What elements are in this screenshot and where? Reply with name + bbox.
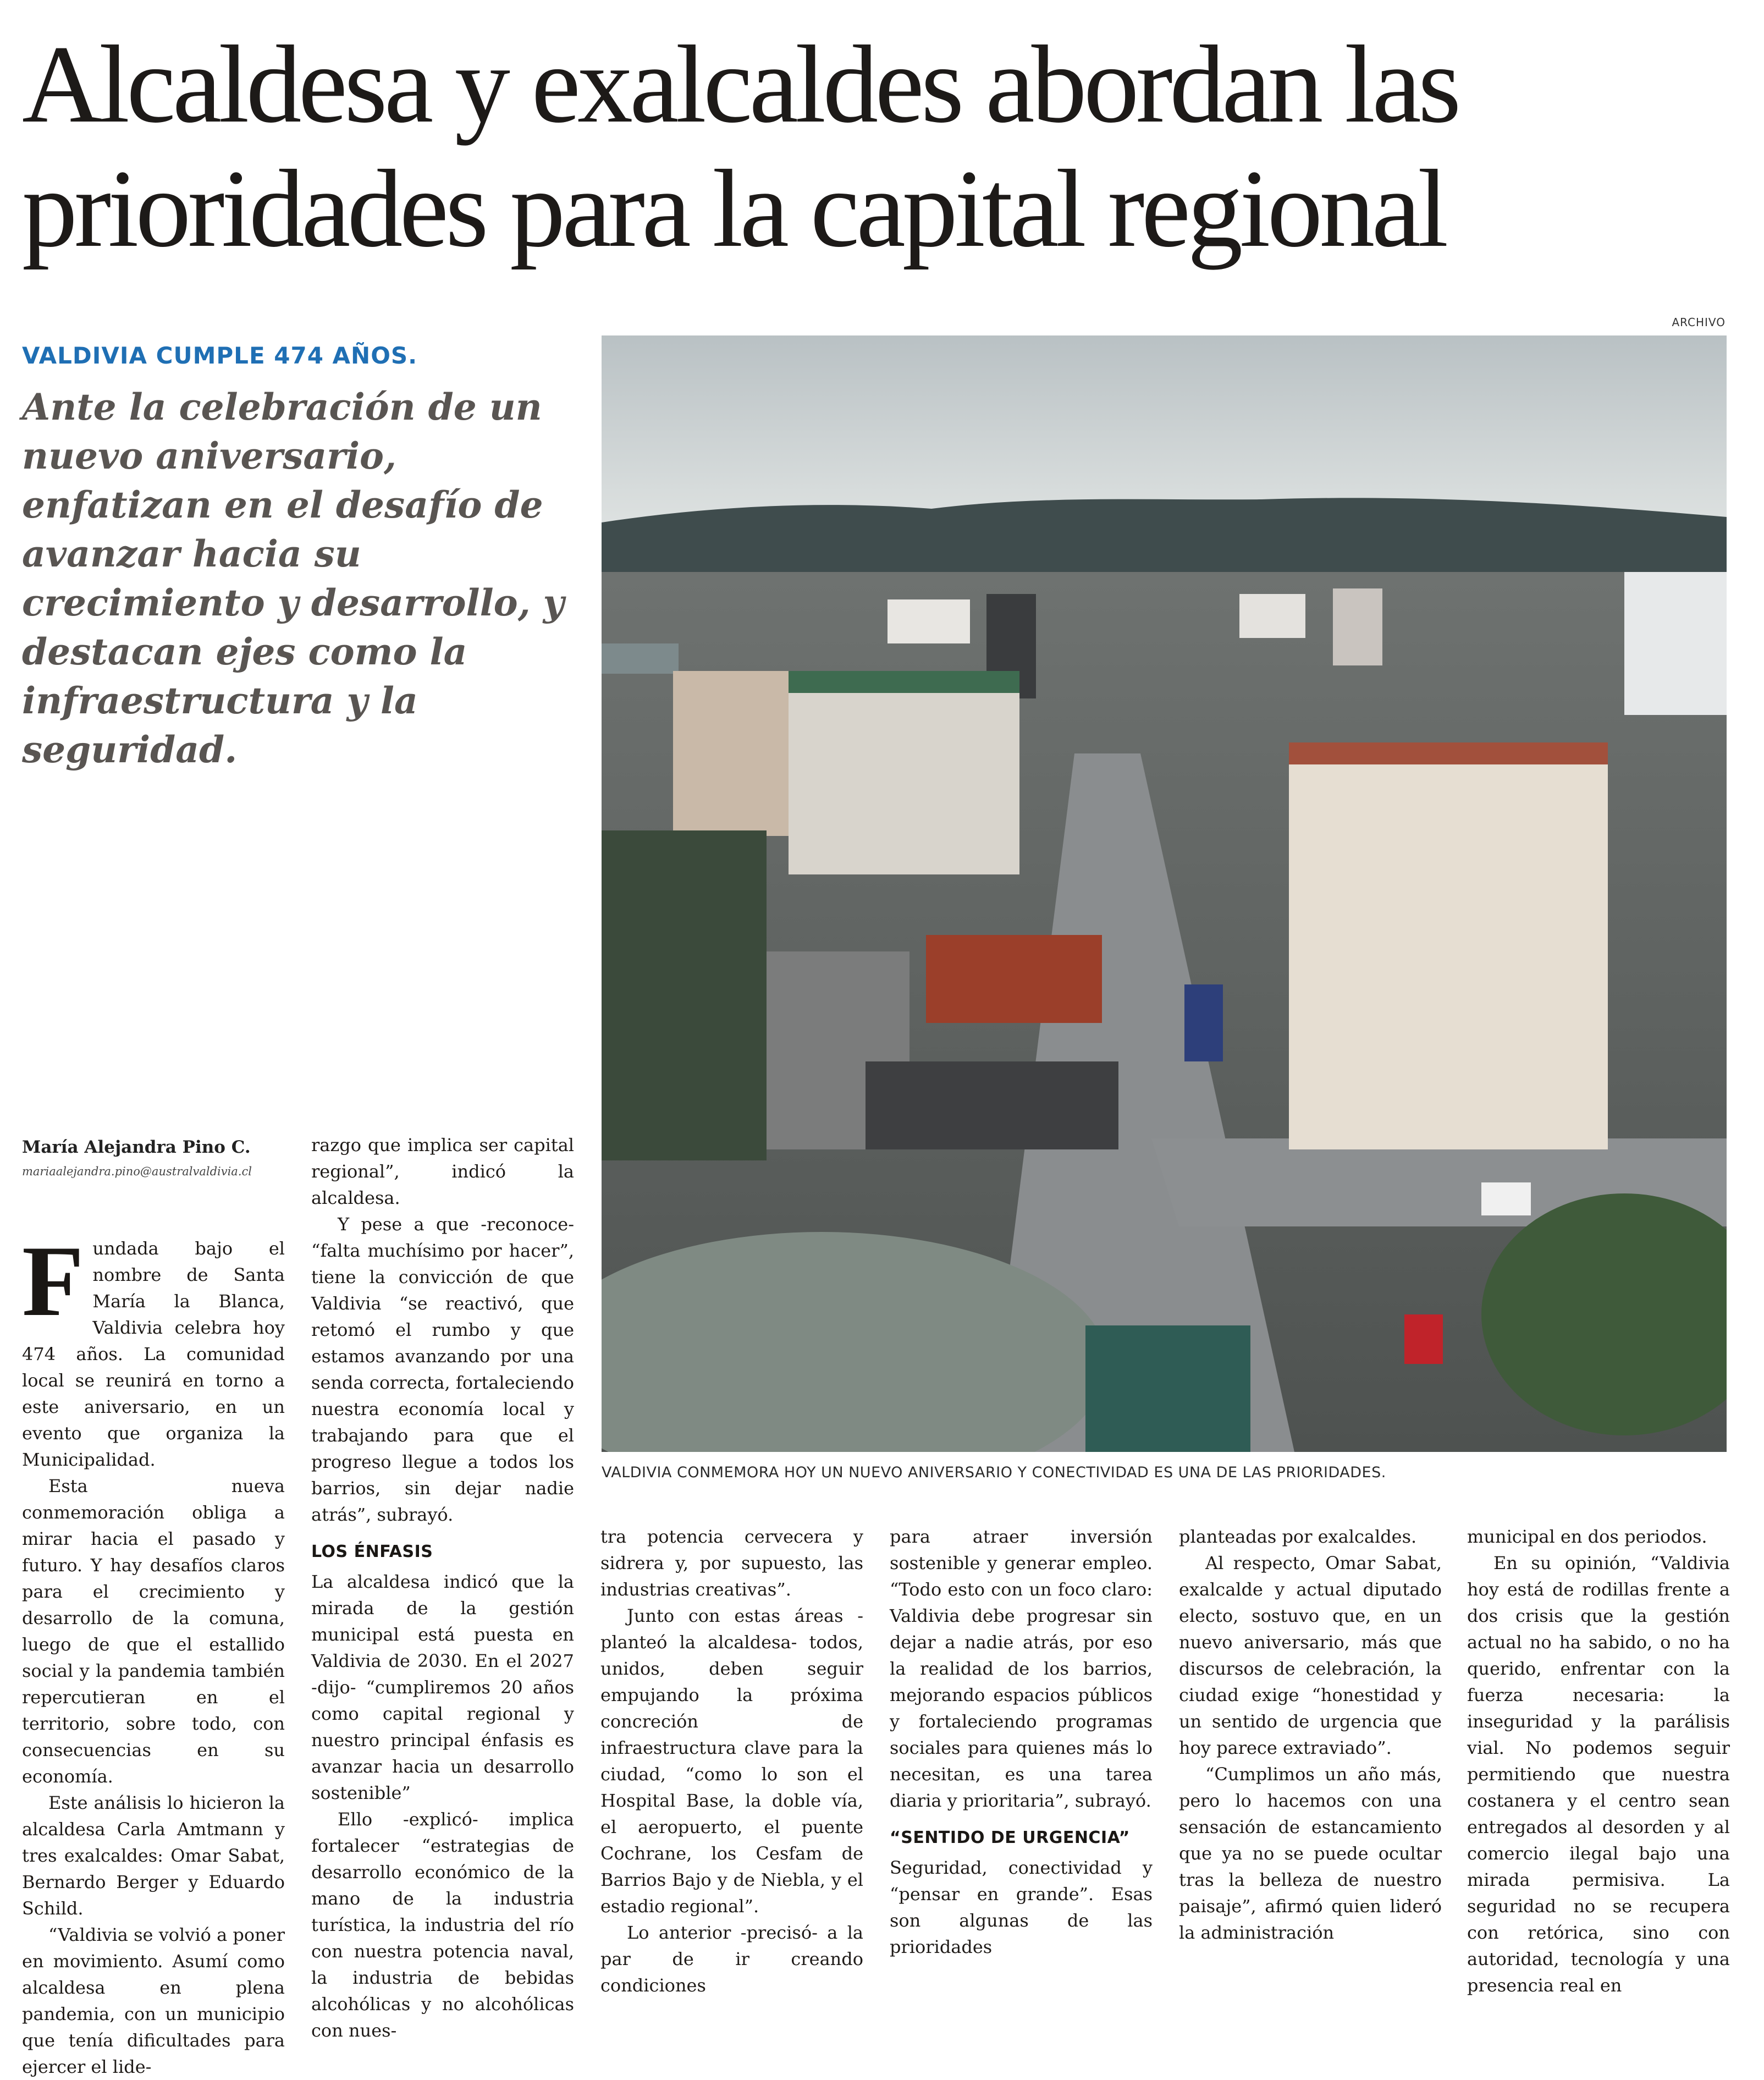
photo-credit: ARCHIVO: [1672, 316, 1726, 329]
article-column-4: [890, 1523, 1153, 1960]
blue-bus: [1184, 984, 1223, 1061]
dark-house: [866, 1061, 1118, 1149]
paragraph: planteadas por exalcaldes.: [1179, 1526, 1417, 1547]
white-van: [1481, 1182, 1531, 1215]
article-column-5: [1179, 1523, 1442, 1946]
paragraph: razgo que implica ser capital regional”, indicó la alcaldesa.: [311, 1135, 574, 1208]
red-car: [1404, 1314, 1443, 1364]
tree-cluster-left: [602, 830, 767, 1160]
lede: Ante la celebración de un nuevo aniversario, enfatizan en el desafío de avanzar hacia su crecimiento y desarrollo, y destacan ejes como la infraestructura y la seguridad.: [22, 386, 565, 771]
paragraph: Seguridad, conectividad y “pensar en grande”. Esas son algunas de las prioridades: [890, 1857, 1153, 1957]
paragraph: para atraer inversión sostenible y generar empleo. “Todo esto con un foco claro: Valdivia debe progresar sin dejar a nadie atrás, por eso la realidad de los barrios, mejorando espacios públicos y fortaleciendo programas sociales para quienes más lo necesitan, es una tarea diaria y prioritaria”, subrayó.: [890, 1526, 1153, 1811]
intro-text: undada bajo el nombre de Santa María la Blanca, Valdivia celebra hoy 474 años. La comunidad local se reunirá en torno a este aniversario, en un evento que organiza la Municipalidad.: [22, 1238, 285, 1470]
intro-paragraph: [22, 1225, 285, 1473]
paragraph: “Valdivia se volvió a poner en movimiento. Asumí como alcaldesa en plena pandemia, con un municipio que tenía dificultades para ejercer el lide-: [22, 1924, 285, 2077]
building-green-roof: [789, 676, 1019, 874]
headline: Alcaldesa y exalcaldes abordan las prioridades para la capital regional: [22, 23, 1458, 270]
paragraph: Lo anterior -precisó- a la par de ir creando condiciones: [600, 1922, 863, 1996]
byline: [22, 1137, 286, 1178]
building-modern-right: [1624, 572, 1727, 715]
building-far-4: [1333, 588, 1382, 665]
photo-caption: VALDIVIA CONMEMORA HOY UN NUEVO ANIVERSARIO Y CONECTIVIDAD ES UNA DE LAS PRIORIDADES.: [602, 1464, 1386, 1481]
paragraph: Ello -explicó- implica fortalecer “estrategias de desarrollo económico de la mano de la industria turística, la industria del río con nuestra potencia naval, la industria de bebidas alcohólicas y no alcohólicas con nues-: [311, 1809, 574, 2041]
paragraph: Y pese a que -reconoce- “falta muchísimo por hacer”, tiene la convicción de que Valdivia “se reactivó, que retomó el rumbo y que estamos avanzando por una senda correcta, fortaleciendo nuestra economía local y trabajando para que el progreso llegue a todos los barrios, sin dejar nadie atrás”, subrayó.: [311, 1214, 574, 1525]
paragraph: La alcaldesa indicó que la mirada de la gestión municipal está puesta en Valdivia de 2030. En el 2027 -dijo- “cumpliremos 20 años como capital regional y nuestro principal énfasis es avanzar hacia un desarrollo sostenible”: [311, 1571, 574, 1803]
paragraph: Este análisis lo hicieron la alcaldesa Carla Amtmann y tres exalcaldes: Omar Sabat, Bernardo Berger y Eduardo Schild.: [22, 1792, 285, 1919]
city-aerial-illustration: [602, 335, 1727, 1452]
article-column-1: [22, 1225, 285, 2080]
red-roof-house: [926, 935, 1102, 1023]
green-roof: [789, 671, 1019, 693]
article-column-6: [1467, 1523, 1730, 1999]
paragraph: Esta nueva conmemoración obliga a mirar hacia el pasado y futuro. Y hay desafíos claros para el crecimiento y desarrollo de la comuna, luego de que el estallido social y la pandemia también repercutieran en el territorio, sobre todo, con consecuencias en su economía.: [22, 1476, 285, 1787]
subhead-los-enfasis: LOS ÉNFASIS: [311, 1542, 433, 1561]
paragraph: Junto con estas áreas -planteó la alcaldesa- todos, unidos, deben seguir empujando la próxima concreción de infraestructura clave para la ciudad, “como lo son el Hospital Base, la doble vía, el aeropuerto, el puente Cochrane, los Cesfam de Barrios Bajo y de Niebla, y el estadio regional”.: [600, 1605, 863, 1917]
kicker: VALDIVIA CUMPLE 474 AÑOS.: [22, 342, 418, 369]
article-column-3: [600, 1523, 863, 1999]
green-glass-roof: [1085, 1325, 1250, 1452]
tower-building: [1289, 753, 1608, 1149]
building-far-3: [1239, 594, 1305, 638]
tower-roof: [1289, 742, 1608, 764]
paragraph: municipal en dos periodos.: [1467, 1526, 1707, 1547]
drop-cap: F: [22, 1225, 84, 1337]
paragraph: Al respecto, Omar Sabat, exalcalde y actual diputado electo, sostuvo que, en un nuevo aniversario, más que discursos de celebración, la ciudad exige “honestidad y un sentido de urgencia que hoy parece extraviado”.: [1179, 1553, 1442, 1758]
author-email: mariaalejandra.pino@australvaldivia.cl: [22, 1165, 252, 1178]
paragraph: “Cumplimos un año más, pero lo hacemos con una sensación de estancamiento que ya no se puede ocultar tras la belleza de nuestro paisaje”, afirmó quien lideró la administración: [1179, 1764, 1442, 1943]
paragraph: En su opinión, “Valdivia hoy está de rodillas frente a dos crisis que la gestión actual no ha sabido, o no ha querido, enfrentar con la fuerza necesaria: la inseguridad y la parálisis vial. No podemos seguir permitiendo que nuestra costanera y el centro sean entregados al desorden y al comercio ilegal bajo una mirada permisiva. La seguridad no se recupera con retórica, sino con autoridad, tecnología y una presencia real en: [1467, 1553, 1730, 1996]
article-column-2: [311, 1132, 574, 2044]
paragraph: tra potencia cervecera y sidrera y, por supuesto, las industrias creativas”.: [600, 1526, 863, 1600]
city-aerial-photo: [602, 335, 1727, 1452]
building-left-1: [673, 671, 789, 836]
author-name: María Alejandra Pino C.: [22, 1137, 251, 1157]
river: [602, 643, 679, 674]
building-far-1: [887, 599, 970, 643]
subhead-sentido-de-urgencia: “SENTIDO DE URGENCIA”: [890, 1828, 1130, 1847]
